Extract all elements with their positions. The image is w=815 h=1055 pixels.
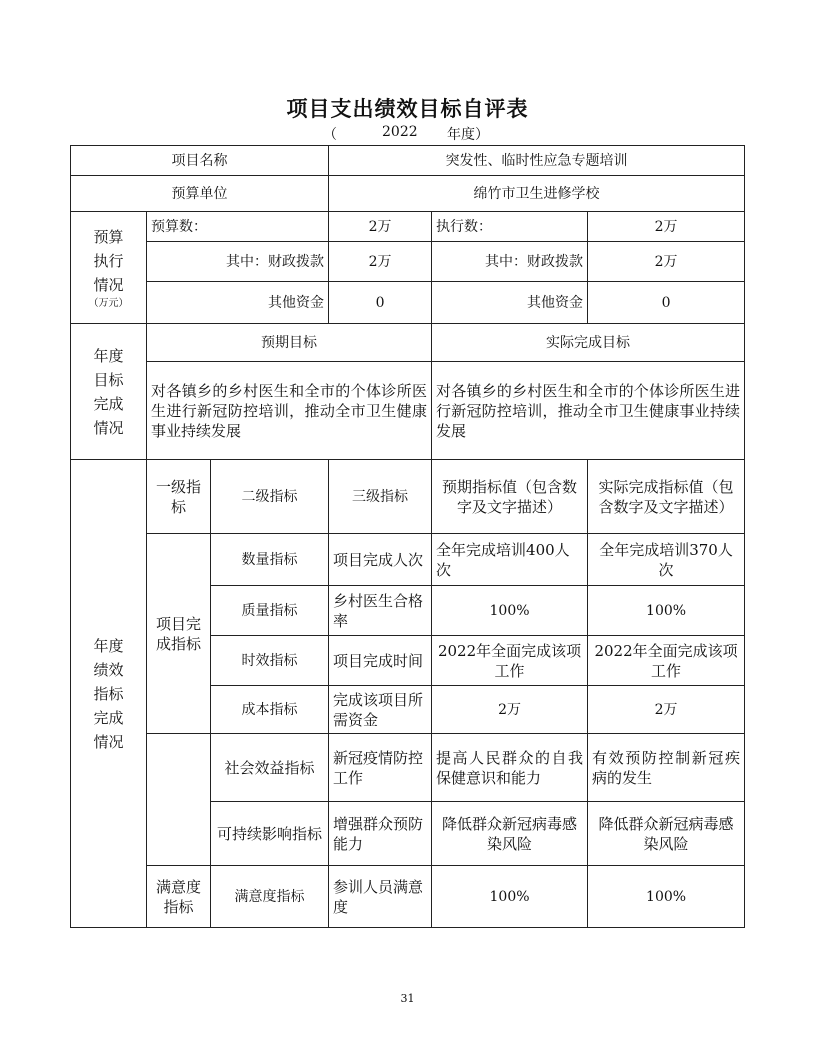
level2-cell: 数量指标 [211,534,329,586]
goals-section-label [71,324,147,460]
indicators-section-title: 年度绩效指标完成情况 [93,636,124,751]
effect-group-label [147,734,211,866]
goals-content-row [71,362,745,460]
expected-goal-label: 预期目标 [147,324,432,362]
page-number: 31 [400,992,415,1005]
table-row [71,534,745,586]
year-open: （ [323,127,337,143]
budget-unit-value: 绵竹市卫生进修学校 [329,176,745,212]
budget-amount-label: 预算数： [147,212,329,242]
actual-value-cell: 降低群众新冠病毒感染风险 [588,802,745,866]
level2-cell: 满意度指标 [211,866,329,928]
expected-value-cell: 2万 [432,686,588,734]
level3-header: 三级指标 [329,460,432,534]
page-title: 项目支出绩效目标自评表 [286,97,529,121]
indicators-section-label [71,460,147,928]
fiscal-executed-value: 2万 [588,242,745,282]
level3-cell: 项目完成时间 [329,636,432,686]
other-funds-label: 其他资金 [147,282,329,324]
goals-section-title: 年度目标完成情况 [93,346,124,437]
other-funds-budget: 0 [329,282,432,324]
budget-section-title: 预算执行情况 [93,227,124,294]
expected-value-cell: 100% [432,586,588,636]
indicator-header-row [71,460,745,534]
actual-value-cell: 有效预防控制新冠疾病的发生 [588,734,745,802]
expected-value-cell: 全年完成培训400人次 [432,534,588,586]
fiscal-label: 其中：财政拨款 [147,242,329,282]
actual-goal-text: 对各镇乡的乡村医生和全市的个体诊所医生进行新冠防控培训，推动全市卫生健康事业持续发展 [432,362,745,460]
table-row [71,734,745,802]
project-name-value: 突发性、临时性应急专题培训 [329,146,745,176]
table-row [71,866,745,928]
level2-cell: 成本指标 [211,686,329,734]
other-funds-row [71,282,745,324]
actual-value-cell: 全年完成培训370人次 [588,534,745,586]
actual-value-cell: 2022年全面完成该项工作 [588,636,745,686]
expected-value-cell: 提高人民群众的自我保健意识和能力 [432,734,588,802]
other-funds-executed: 0 [588,282,745,324]
executed-amount-value: 2万 [588,212,745,242]
fiscal-row [71,242,745,282]
year-value: 2022 [382,124,418,140]
level1-header: 一级指标 [147,460,211,534]
budget-unit-label: 预算单位 [71,176,329,212]
budget-amount-row [71,212,745,242]
level2-cell: 时效指标 [211,636,329,686]
budget-unit-row [71,176,745,212]
level3-cell: 乡村医生合格率 [329,586,432,636]
expected-value-cell: 100% [432,866,588,928]
actual-goal-label: 实际完成目标 [432,324,745,362]
budget-amount-value: 2万 [329,212,432,242]
output-group-label: 项目完成指标 [147,534,211,734]
actual-value-header: 实际完成指标值（包含数字及文字描述） [588,460,745,534]
expected-value-cell: 2022年全面完成该项工作 [432,636,588,686]
goals-header-row [71,324,745,362]
satisfaction-group-label: 满意度指标 [147,866,211,928]
level2-cell: 质量指标 [211,586,329,636]
level2-header: 二级指标 [211,460,329,534]
project-name-row [71,146,745,176]
actual-value-cell: 2万 [588,686,745,734]
fiscal-executed-label: 其中：财政拨款 [432,242,588,282]
level2-cell: 社会效益指标 [211,734,329,802]
budget-unit-note: （万元） [88,297,129,309]
year-close: 年度） [447,127,489,143]
level3-cell: 完成该项目所需资金 [329,686,432,734]
expected-goal-text: 对各镇乡的乡村医生和全市的个体诊所医生进行新冠防控培训，推动全市卫生健康事业持续发展 [147,362,432,460]
level3-cell: 增强群众预防能力 [329,802,432,866]
fiscal-budget-value: 2万 [329,242,432,282]
level3-cell: 项目完成人次 [329,534,432,586]
executed-amount-label: 执行数： [432,212,588,242]
expected-value-header: 预期指标值（包含数字及文字描述） [432,460,588,534]
level3-cell: 参训人员满意度 [329,866,432,928]
actual-value-cell: 100% [588,586,745,636]
other-funds-executed-label: 其他资金 [432,282,588,324]
level3-cell: 新冠疫情防控工作 [329,734,432,802]
level2-cell: 可持续影响指标 [211,802,329,866]
budget-section-label [71,212,147,324]
project-name-label: 项目名称 [71,146,329,176]
evaluation-table [70,145,745,928]
actual-value-cell: 100% [588,866,745,928]
expected-value-cell: 降低群众新冠病毒感染风险 [432,802,588,866]
